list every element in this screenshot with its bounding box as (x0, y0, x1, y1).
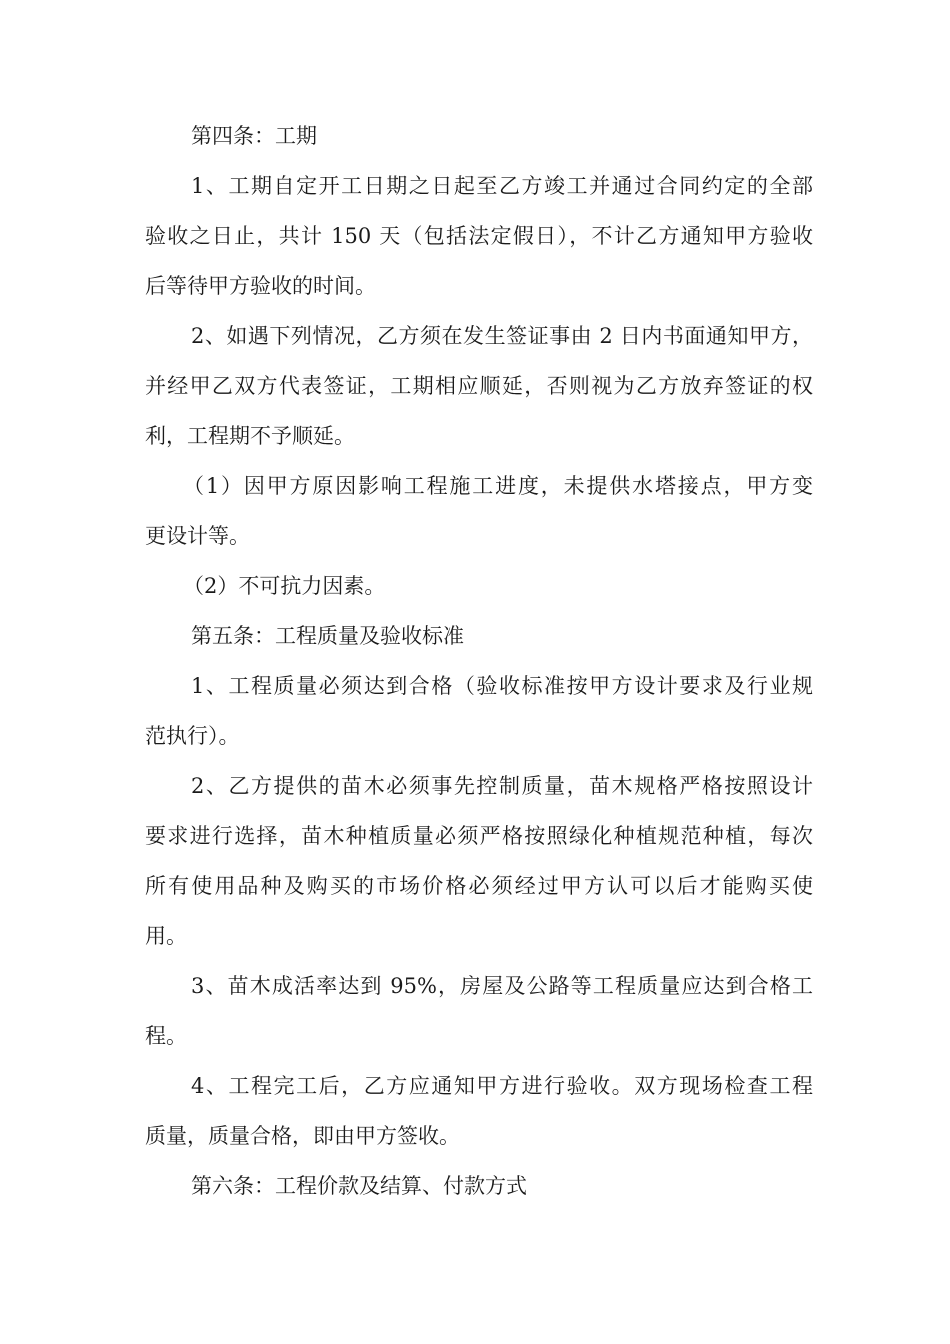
paragraph-line: 1、工期自定开工日期之日起至乙方竣工并通过合同约定的全部 (191, 174, 813, 198)
paragraph-line: 后等待甲方验收的时间。 (145, 274, 376, 298)
article-5-heading: 第五条：工程质量及验收标准 (191, 624, 464, 648)
paragraph-line: 程。 (145, 1024, 187, 1048)
paragraph-line: 利，工程期不予顺延。 (145, 424, 355, 448)
paragraph-line: 质量，质量合格，即由甲方签收。 (145, 1124, 460, 1148)
paragraph-line: 1、工程质量必须达到合格（验收标准按甲方设计要求及行业规 (191, 674, 813, 698)
paragraph-line: 用。 (145, 924, 187, 948)
paragraph-line: 要求进行选择，苗木种植质量必须严格按照绿化种植规范种植，每次 (145, 824, 813, 848)
paragraph-line: 并经甲乙双方代表签证，工期相应顺延，否则视为乙方放弃签证的权 (145, 374, 813, 398)
article-6-heading: 第六条：工程价款及结算、付款方式 (191, 1174, 527, 1198)
paragraph-line: 2、乙方提供的苗木必须事先控制质量，苗木规格严格按照设计 (191, 774, 813, 798)
paragraph-line: 所有使用品种及购买的市场价格必须经过甲方认可以后才能购买使 (145, 874, 813, 898)
paragraph-line: 2、如遇下列情况，乙方须在发生签证事由 2 日内书面通知甲方， (191, 324, 813, 348)
paragraph-line: （1）因甲方原因影响工程施工进度，未提供水塔接点，甲方变 (183, 474, 813, 498)
document-page (145, 111, 813, 1211)
paragraph-line: 范执行）。 (145, 724, 240, 748)
paragraph-line: 验收之日止，共计 150 天（包括法定假日），不计乙方通知甲方验收 (145, 224, 813, 248)
paragraph-line: 更设计等。 (145, 524, 250, 548)
paragraph-line: 4、工程完工后，乙方应通知甲方进行验收。双方现场检查工程 (191, 1074, 813, 1098)
paragraph-line: （2）不可抗力因素。 (183, 574, 386, 598)
article-4-heading: 第四条：工期 (191, 124, 317, 148)
paragraph-line: 3、苗木成活率达到 95%，房屋及公路等工程质量应达到合格工 (191, 974, 813, 998)
